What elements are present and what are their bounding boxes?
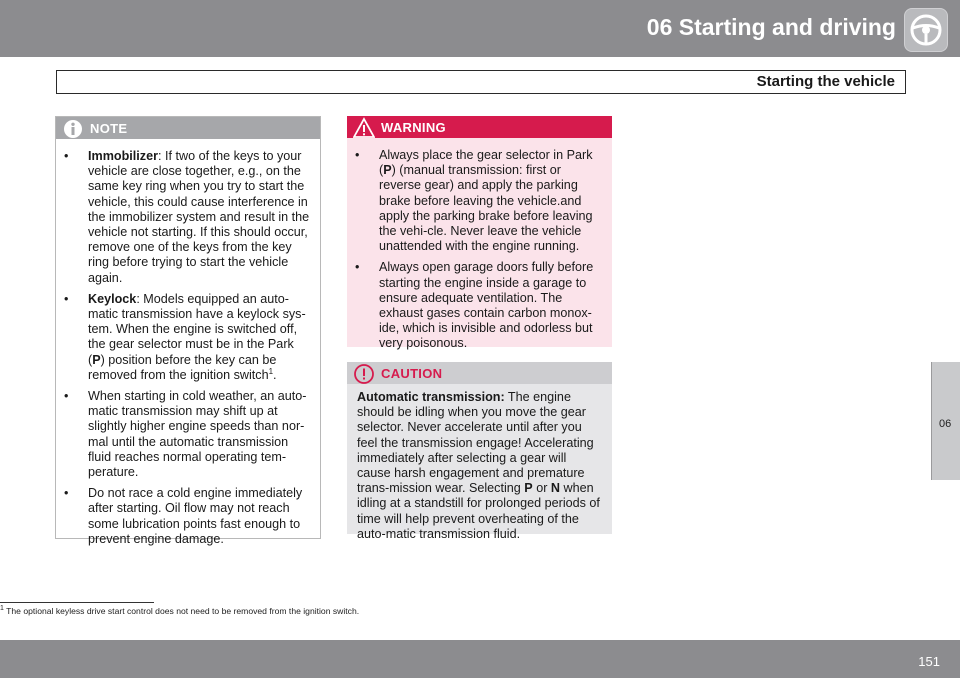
warning-header: [347, 116, 612, 138]
list-item: [64, 486, 310, 547]
park-letter: P: [524, 481, 533, 496]
caution-header: [347, 362, 612, 384]
list-item: [355, 260, 602, 351]
header-bar: [0, 0, 960, 57]
caution-box: [347, 362, 612, 541]
footnote-marker: 1: [0, 605, 4, 613]
note-header: [56, 117, 320, 139]
caution-or: or: [532, 481, 551, 496]
warning-box: [347, 116, 612, 351]
park-letter: P: [92, 352, 101, 367]
caution-text-cont: when idling at a standstill for prolonged periods of time will help prevent overheating of the auto-matic transmission fluid.: [357, 481, 600, 541]
section-header: [56, 70, 906, 94]
list-item: [64, 389, 310, 480]
footnote-text: The optional keyless drive start control does not need to be removed from the ignition switch.: [6, 606, 360, 616]
note-heading: NOTE: [90, 121, 128, 136]
bullet: •: [64, 149, 69, 163]
section-title: Starting the vehicle: [756, 73, 895, 90]
bullet: •: [64, 291, 69, 306]
period: .: [273, 367, 277, 382]
neutral-letter: N: [550, 481, 561, 496]
immobilizer-text: : If two of the keys to your vehicle are close together, e.g., on the same key ring when you try to start the vehicle, this could cause interference in the immobilizer system and result in the vehicle not starting. If this should occur, remove one of the keys from the key ring before trying to start the vehicle again.: [88, 149, 310, 285]
gear-selector-text: Always place the gear selector in Park (: [379, 148, 593, 178]
page-number: 151: [918, 654, 940, 669]
keylock-term: Keylock: [88, 291, 137, 306]
cold-weather-text: When starting in cold weather, an auto-matic transmission may shift up at slightly higher engine speeds than nor-mal until the automatic transmission fluid reaches normal operating tem-perature.: [88, 389, 307, 480]
list-item: [64, 149, 310, 286]
caution-body: [347, 384, 612, 542]
chapter-title: 06 Starting and driving: [646, 14, 896, 40]
footer-bar: [0, 640, 960, 678]
caution-heading: CAUTION: [381, 366, 443, 381]
caution-text: The engine should be idling when you move the gear selector. Never accelerate until after you feel the transmission engage! Accelerating immediately after selecting a gear will cause harsh engagement and premature trans-mission wear. Selecting: [357, 390, 594, 496]
note-box: [55, 116, 321, 546]
footnote-ref: 1: [268, 366, 274, 376]
caution-lead: Automatic transmission:: [357, 390, 505, 404]
immobilizer-term: Immobilizer: [88, 149, 158, 163]
bullet: •: [355, 148, 360, 162]
keylock-text-cont: ) position before the key can be removed from the ignition switch: [88, 352, 277, 382]
warning-heading: WARNING: [381, 120, 446, 135]
garage-doors-text: Always open garage doors fully before starting the engine inside a garage to ensure adequate ventilation. The exhaust gases contain carbon monox-ide, which is invisible and odorless but very poisonous.: [379, 260, 594, 351]
list-item: [355, 148, 602, 254]
keylock-text: : Models equipped an auto-matic transmission have a keylock sys-tem. When the engine is switched off, the gear selector must be in the Park (: [88, 291, 306, 367]
chapter-tab: [931, 362, 960, 480]
park-letter: P: [383, 163, 392, 178]
info-icon: [62, 118, 84, 140]
bullet: •: [64, 389, 69, 404]
footnote-divider: [0, 602, 154, 603]
footnote: [0, 606, 359, 616]
gear-selector-text-cont: ) (manual transmission: first or reverse gear) and apply the parking brake before leaving the vehicle.and apply the parking brake before leaving the vehi-cle. Never leave the vehicle unattended with the engine running.: [379, 163, 593, 254]
warning-triangle-icon: [353, 117, 375, 139]
cold-engine-text: Do not race a cold engine immediately after starting. Oil flow may not reach some lubrication points fast enough to prevent engine damage.: [88, 486, 303, 546]
exclamation-icon: [353, 363, 375, 385]
bullet: •: [64, 486, 69, 501]
steering-wheel-icon: [904, 8, 948, 52]
chapter-tab-label: 06: [939, 418, 952, 430]
bullet: •: [355, 260, 360, 275]
list-item: [64, 292, 310, 383]
